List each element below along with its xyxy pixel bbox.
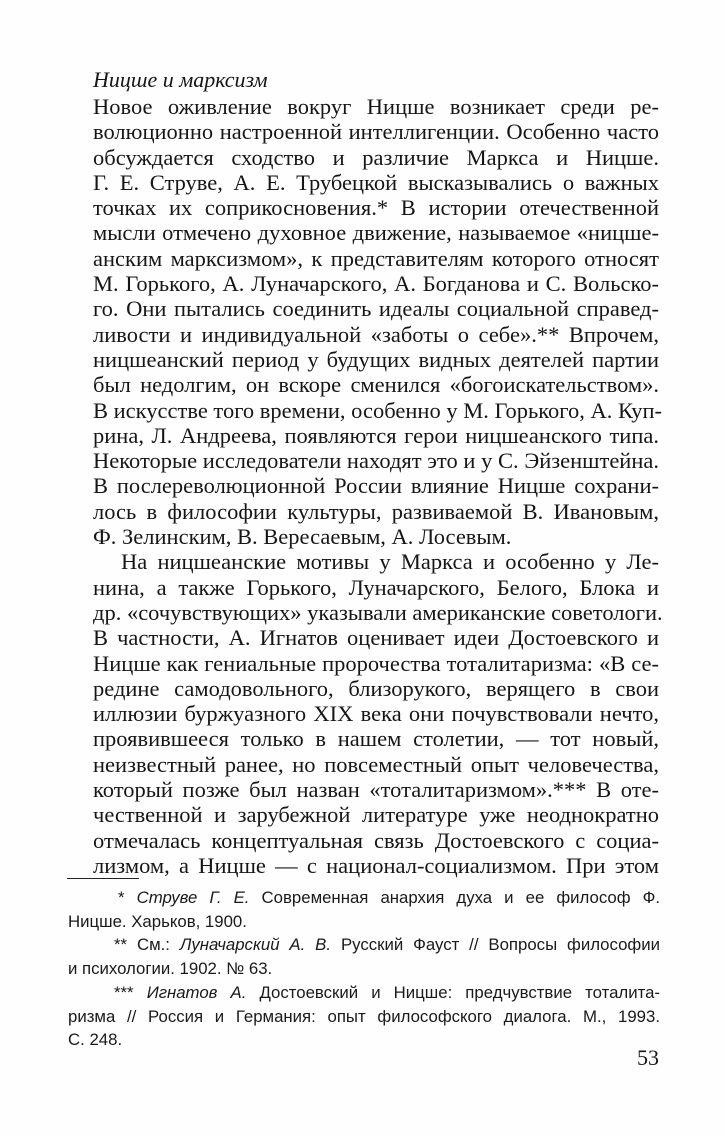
footnote-marker: ***	[114, 982, 134, 1002]
text-line: мысли отмечено духовное движение, называемое «ницше-	[93, 220, 659, 246]
text-line: В послереволюционной России влияние Ницше сохрани-	[93, 473, 659, 499]
footnote-text: См.:	[136, 935, 170, 955]
text-line: др. «сочувствующих» указывали американские советологи.	[93, 599, 663, 625]
text-line: редине самодовольного, близорукого, верящего в свои	[93, 675, 659, 701]
text-line: М. Горького, А. Луначарского, А. Богданова и С. Вольско-	[93, 271, 659, 297]
footnote-divider	[67, 878, 139, 879]
paragraph-2	[93, 549, 663, 878]
page-number: 53	[637, 1045, 659, 1070]
text-line: точках их соприкосновения.* В истории отечественной	[93, 195, 659, 221]
text-line: Ницше как гениальные пророчества тоталитаризма: «В се-	[93, 650, 659, 676]
text-line: Некоторые исследователи находят это и у С. Эйзенштейна.	[93, 448, 659, 474]
footnote-1	[68, 886, 660, 910]
text-line: лось в философии культуры, развиваемой В. Ивановым,	[93, 498, 659, 524]
text-line: Г. Е. Струве, А. Е. Трубецкой высказывались о важных	[93, 169, 659, 195]
text-line: чественной и зарубежной литературе уже неоднократно	[93, 802, 659, 828]
footnote-text: Достоевский и Ницше: предчувствие тоталита-	[259, 982, 661, 1002]
text-line: го. Они пытались соединить идеалы социальной справед-	[93, 296, 659, 322]
text-line: ницшеанский период у будущих видных деятелей партии	[93, 346, 659, 372]
footnote-2	[68, 933, 660, 957]
footnote-author: Струве Г. Е.	[136, 888, 250, 907]
text-line: который позже был назван «тоталитаризмом».*** В оте-	[93, 777, 659, 803]
text-line: нина, а также Горького, Луначарского, Белого, Блока и	[93, 574, 659, 600]
text-line: иллюзии буржуазного XIX века они почувствовали нечто,	[93, 701, 659, 727]
footnote-text: Современная анархия духа и ее философ Ф.	[261, 888, 661, 907]
text-line: волюционно настроенной интеллигенции. Особенно часто	[93, 119, 659, 145]
text-line: Новое оживление вокруг Ницше возникает среди ре-	[93, 94, 659, 119]
footnote-author: Игнатов А.	[146, 982, 247, 1002]
footnote-3	[68, 981, 660, 1005]
footnote-1-cont: Ницше. Харьков, 1900.	[68, 911, 247, 931]
text-line: Ф. Зелинским, В. Вересаевым, А. Лосевым.	[93, 524, 512, 550]
text-line: лизмом, а Ницше — с национал-социализмом. При этом	[93, 852, 659, 878]
text-line: рина, Л. Андреева, появляются герои ницшеанского типа.	[93, 422, 659, 448]
footnote-3-cont: ризма // Россия и Германия: опыт философского диалога. М., 1993.	[68, 1006, 660, 1026]
text-line: В искусстве того времени, особенно у М. Горького, А. Куп-	[93, 397, 663, 423]
footnotes	[68, 886, 660, 1052]
text-line: неизвестный ранее, но повсеместный опыт человечества,	[93, 751, 659, 777]
main-text	[93, 66, 663, 878]
footnote-2-cont: и психологии. 1902. № 63.	[68, 959, 273, 979]
text-line: проявившееся только в нашем столетии, — тот новый,	[93, 726, 659, 752]
footnote-marker: **	[114, 935, 128, 955]
section-title: Ницше и марксизм	[93, 67, 268, 92]
footnote-3-cont: С. 248.	[68, 1030, 123, 1050]
text-line: ливости и индивидуальной «заботы о себе».** Впрочем,	[93, 321, 659, 347]
text-line: анским марксизмом», к представителям которого относят	[93, 245, 659, 271]
paragraph-1	[93, 94, 663, 550]
text-line: На ницшеанские мотивы у Маркса и особенно у Ле-	[121, 549, 659, 575]
footnote-marker: *	[118, 888, 125, 907]
text-line: обсуждается сходство и различие Маркса и Ницше.	[93, 144, 659, 170]
footnote-author: Луначарский А. В.	[179, 935, 332, 955]
text-line: В частности, А. Игнатов оценивает идеи Достоевского и	[93, 625, 659, 651]
text-line: отмечалась концептуальная связь Достоевского с социа-	[93, 827, 659, 853]
footnote-text: Русский Фауст // Вопросы философии	[340, 935, 660, 955]
text-line: был недолгим, он вскоре сменился «богоискательством».	[93, 372, 659, 398]
